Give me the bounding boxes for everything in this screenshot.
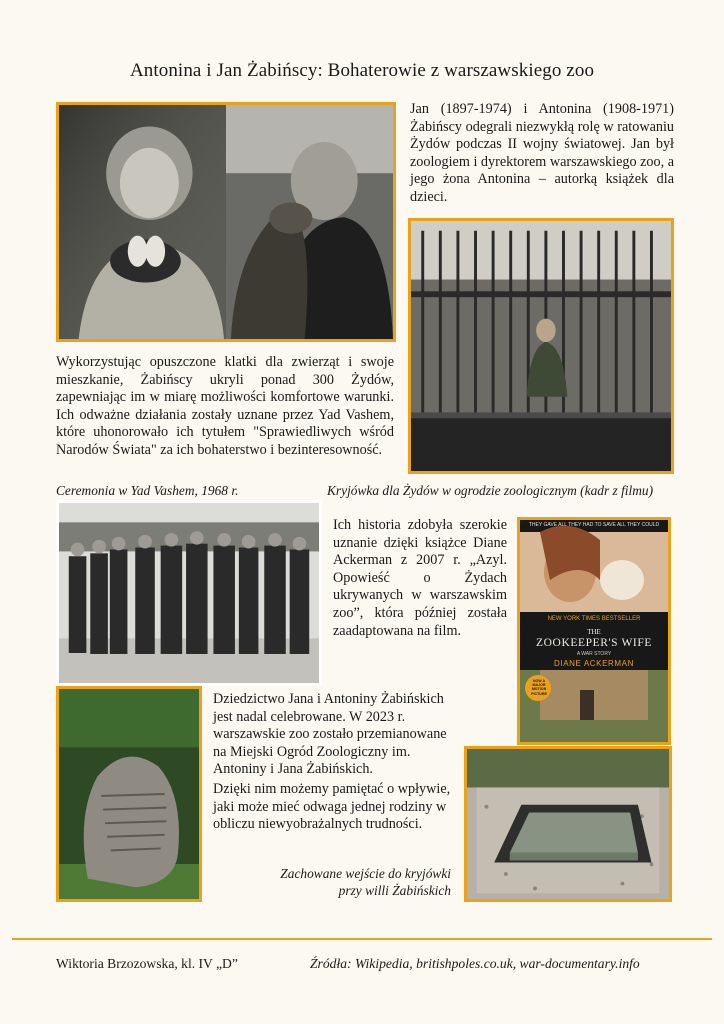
portrait-photo	[56, 102, 396, 342]
shelter-paragraph: Wykorzystując opuszczone klatki dla zwierząt i swoje mieszkanie, Żabińscy ukryli ponad 300 Żydów, zapewniając im w miarę możliwości komfortowe warunki. Ich odważne działania zostały uznane przez Yad Vashem, które uhonorowało ich tytułem "Sprawiedliwych wśród Narodów Świata" za ich bohaterstwo i bezinteresowność.	[56, 354, 394, 458]
entrance-caption	[213, 865, 451, 899]
book-subtitle: A WAR STORY	[576, 651, 612, 657]
book-bestseller: NEW YORK TIMES BESTSELLER	[547, 616, 641, 622]
hideout-caption: Kryjówka dla Żydów w ogrodzie zoologicznym (kadr z filmu)	[327, 483, 654, 498]
memory-paragraph: Dzięki nim możemy pamiętać o wpływie, jaki może mieć odwaga jednej rodziny w obliczu niewyobrażalnych trudności.	[213, 781, 451, 833]
book-paragraph: Ich historia zdobyła szerokie uznanie dzięki książce Diane Ackerman z 2007 r. „Azyl. Opowieść o Żydach ukrywanych w warszawskim zoo”, która później została zaadaptowana na film.	[333, 517, 507, 639]
footer-sources: Źródła: Wikipedia, britishpoles.co.uk, war-documentary.info	[310, 956, 640, 971]
book-title-line1: THE	[587, 628, 601, 636]
hideout-entrance-photo	[464, 746, 672, 902]
ceremony-photo-image	[59, 503, 319, 683]
entrance-caption-line2: przy willi Żabińskich	[338, 883, 451, 898]
book-movie-badge: NOW A MAJOR MOTION PICTURE	[531, 679, 547, 696]
page-title: Antonina i Jan Żabińscy: Bohaterowie z warszawskiego zoo	[129, 60, 595, 81]
ceremony-caption: Ceremonia w Yad Vashem, 1968 r.	[56, 483, 239, 498]
book-title-line2: ZOOKEEPER'S WIFE	[536, 637, 652, 649]
book-tagline: THEY GAVE ALL THEY HAD TO SAVE ALL THEY COULD	[528, 522, 660, 528]
portrait-photo-image	[59, 105, 393, 339]
memorial-stone-photo-image	[59, 689, 199, 899]
footer-author: Wiktoria Brzozowska, kl. IV „D”	[56, 956, 238, 971]
memorial-stone-photo	[56, 686, 202, 902]
footer-divider	[12, 938, 712, 940]
legacy-paragraph: Dziedzictwo Jana i Antoniny Żabińskich jest nadal celebrowane. W 2023 r. warszawskie zoo zostało przemianowane na Miejski Ogród Zoologiczny im. Antoniny i Jana Żabińskich.	[213, 691, 447, 778]
book-cover	[517, 517, 671, 745]
ceremony-photo	[56, 500, 322, 686]
hideout-film-still-image	[411, 221, 671, 471]
book-author: DIANE ACKERMAN	[554, 659, 634, 668]
intro-paragraph: Jan (1897-1974) i Antonina (1908-1971) Żabińscy odegrali niezwykłą rolę w ratowaniu Żydów podczas II wojny światowej. Jan był zoologiem i dyrektorem warszawskiego zoo, a jego żona Antonina – autorką książek dla dzieci.	[410, 101, 674, 205]
hideout-entrance-photo-image	[467, 749, 669, 899]
entrance-caption-line1: Zachowane wejście do kryjówki	[280, 866, 451, 881]
hideout-film-still	[408, 218, 674, 474]
